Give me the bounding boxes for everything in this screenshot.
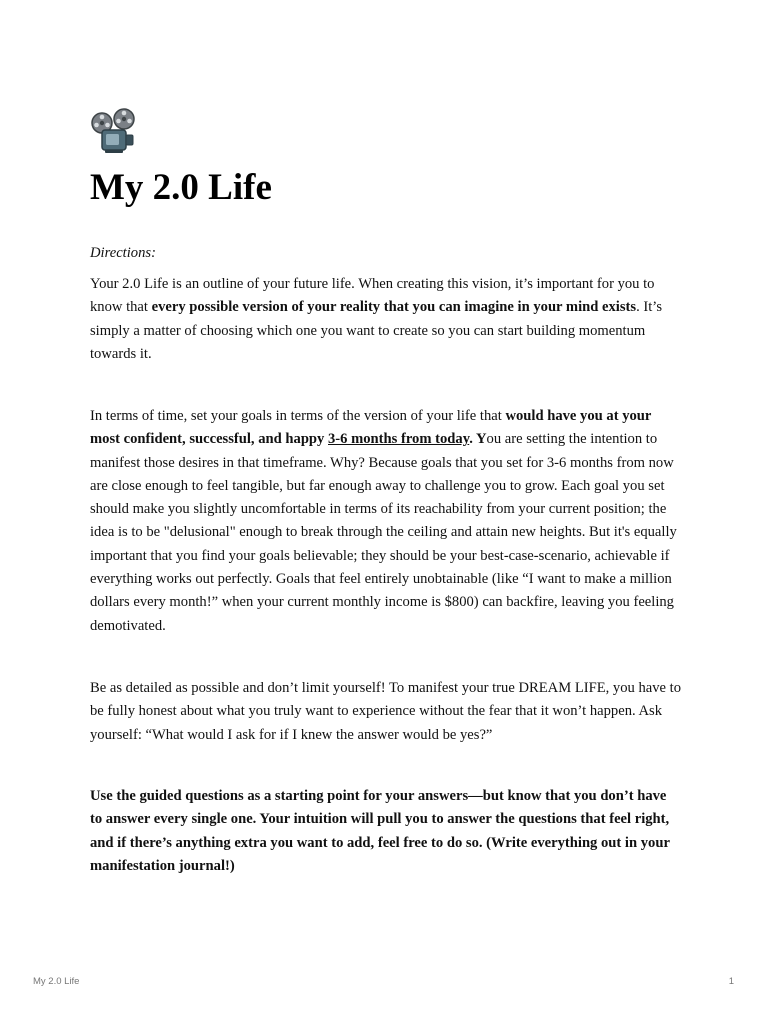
directions-label: Directions:	[90, 245, 156, 261]
footer-title: My 2.0 Life	[33, 976, 80, 987]
bold-span: would have you at your most confident, successful, and happy	[90, 408, 652, 448]
paragraph-text: Use the guided questions as a starting point for your answers—but know that you don’t have to answer every single one. Your intuition will pull you to answer the questions that feel right, and if there’s anything extra you want to add, feel free to do so. (Write everything out in your manifestation journal!)	[90, 788, 670, 874]
text-span: Your 2.0 Life is an outline of your future life. When creating this vision, it’s important for you to know that	[90, 276, 655, 316]
paragraph-be-detailed	[90, 677, 682, 747]
paragraph-text: Be as detailed as possible and don’t limit yourself! To manifest your true DREAM LIFE, you have to be fully honest about what you truly want to experience without the fear that it won’t happen. Ask yourself: “What would I ask for if I knew the answer would be yes?”	[90, 680, 682, 743]
film-projector-icon	[90, 108, 138, 154]
paragraph-guided-questions	[90, 785, 682, 878]
text-span: ou are setting the intention to manifest those desires in that timeframe. Why? Because goals that you set for 3-6 months from now are close enough to feel tangible, but far enough away to challenge you to grow. Each goal you set should make you slightly uncomfortable in terms of its reachability from your current position; the idea is to be "delusional" enough to break through the ceiling and attain new heights. But it's equally important that you find your goals believable; they should be your best-case-scenario, achievable if everything works out perfectly. Goals that feel entirely unobtainable (like “I want to make a million dollars every month!” when your current monthly income is $800) can backfire, leaving you feeling demotivated.	[90, 431, 677, 634]
paragraph-time-goals	[90, 405, 682, 638]
text-span: In terms of time, set your goals in terms of the version of your life that	[90, 408, 506, 424]
page-title: My 2.0 Life	[90, 167, 272, 208]
text-span: . It’s simply a matter of choosing which one you want to create so you can start building momentum towards it.	[90, 299, 663, 362]
bold-span: . Y	[469, 431, 487, 448]
bold-span: every possible version of your reality that you can imagine in your mind exists	[151, 299, 637, 316]
page-number: 1	[728, 976, 734, 987]
paragraph-intro	[90, 273, 682, 366]
underlined-bold-span: 3-6 months from today	[328, 431, 470, 448]
